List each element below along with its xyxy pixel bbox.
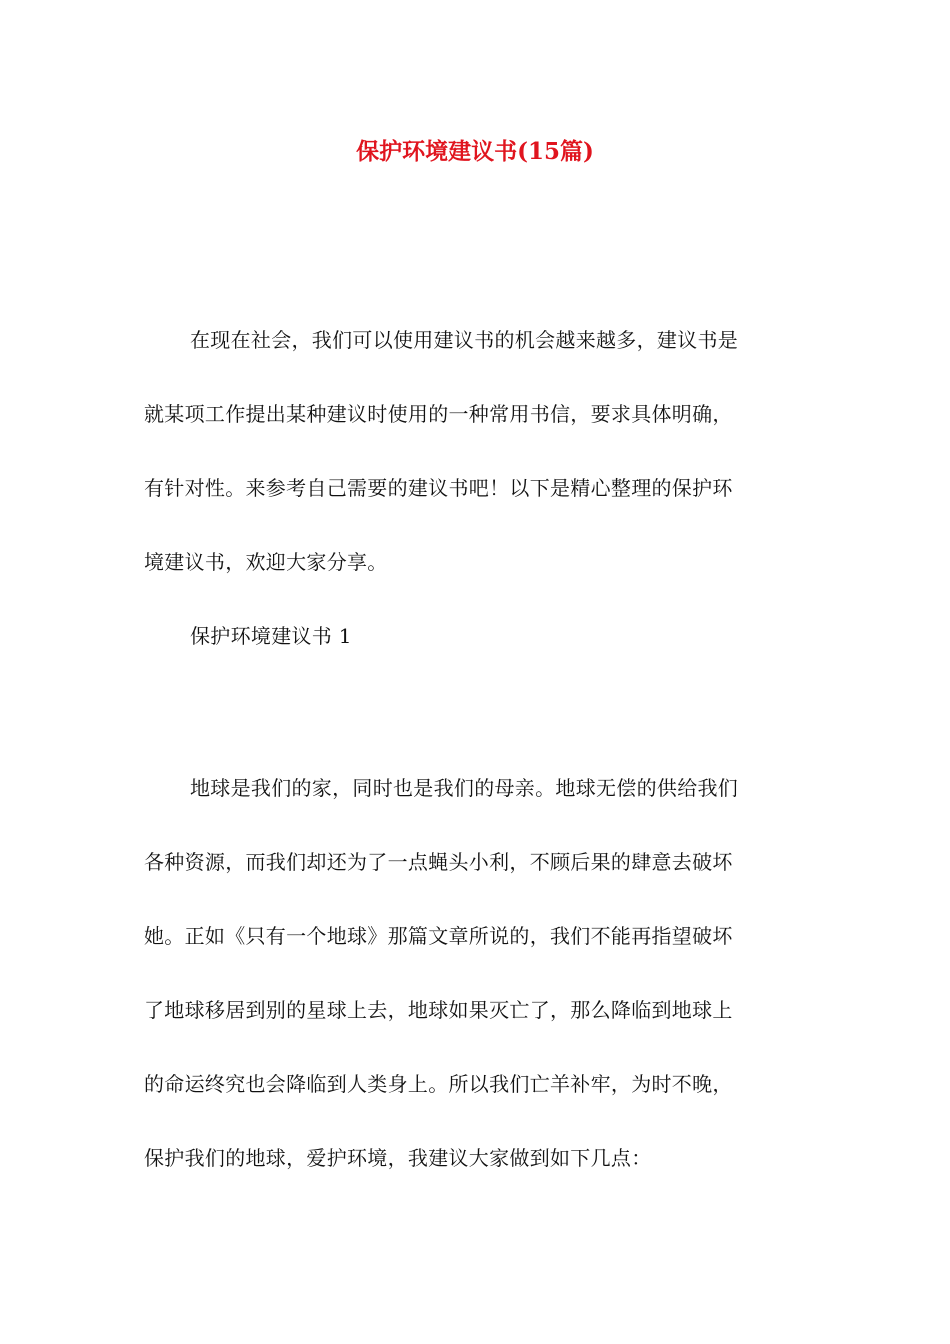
paragraph-line: 各种资源，而我们却还为了一点蝇头小利，不顾后果的肆意去破坏	[144, 850, 733, 874]
body-paragraph	[144, 751, 806, 1195]
paragraph-line: 地球是我们的家，同时也是我们的母亲。地球无偿的供给我们	[190, 776, 739, 800]
paragraph-line: 了地球移居到别的星球上去，地球如果灭亡了，那么降临到地球上	[144, 998, 733, 1022]
paragraph-line: 她。正如《只有一个地球》那篇文章所说的，我们不能再指望破坏	[144, 924, 733, 948]
paragraph-line: 有针对性。来参考自己需要的建议书吧！以下是精心整理的保护环	[144, 476, 733, 500]
document-title: 保护环境建议书(15篇)	[356, 138, 594, 165]
intro-paragraph	[144, 303, 806, 599]
paragraph-line: 就某项工作提出某种建议时使用的一种常用书信，要求具体明确，	[144, 402, 733, 426]
section-heading	[144, 599, 806, 673]
paragraph-line: 保护我们的地球，爱护环境，我建议大家做到如下几点：	[144, 1146, 652, 1170]
paragraph-line: 在现在社会，我们可以使用建议书的机会越来越多，建议书是	[190, 328, 739, 352]
paragraph-line: 境建议书，欢迎大家分享。	[144, 550, 388, 574]
section-heading-text: 保护环境建议书 1	[190, 624, 352, 648]
paragraph-line: 的命运终究也会降临到人类身上。所以我们亡羊补牢，为时不晚，	[144, 1072, 733, 1096]
